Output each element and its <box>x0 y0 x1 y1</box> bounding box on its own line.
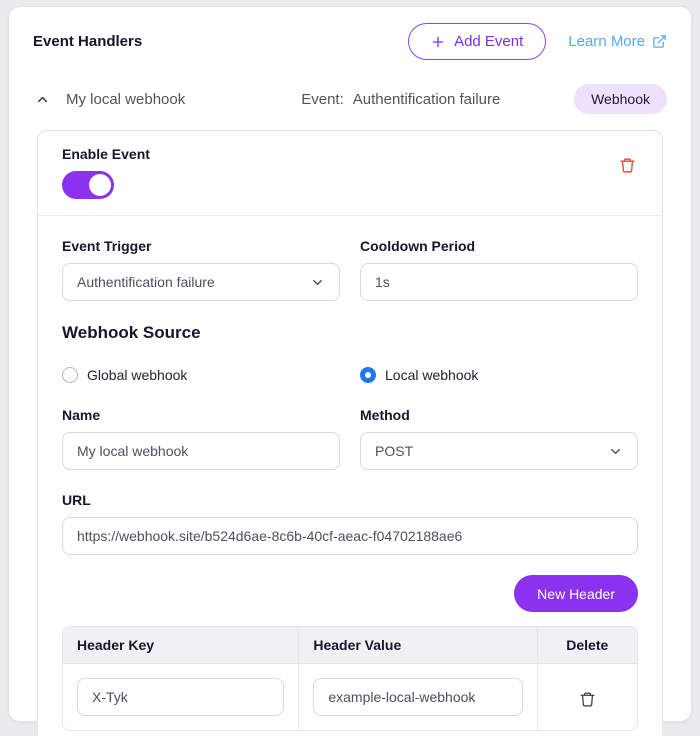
event-trigger-field <box>62 238 340 301</box>
event-trigger-select[interactable] <box>62 263 340 301</box>
event-trigger-value: Authentification failure <box>77 274 215 290</box>
header-value-cell <box>298 664 536 730</box>
chevron-down-icon <box>310 275 325 290</box>
panel-header <box>9 23 691 60</box>
column-header-value: Header Value <box>298 627 536 664</box>
delete-header-button[interactable] <box>577 688 598 714</box>
add-event-button[interactable] <box>408 23 546 60</box>
learn-more-link[interactable] <box>568 33 667 50</box>
handler-event <box>301 91 500 108</box>
external-link-icon <box>652 34 667 49</box>
header-value-input[interactable] <box>313 678 522 716</box>
url-label: URL <box>62 492 91 508</box>
enable-event-label: Enable Event <box>62 146 150 162</box>
method-value: POST <box>375 443 414 459</box>
handler-event-value: Authentification failure <box>352 90 501 108</box>
name-method-row <box>62 407 638 470</box>
url-field <box>62 492 638 555</box>
header-row <box>63 627 637 664</box>
handler-event-label: Event: <box>301 90 344 108</box>
collapse-toggle-button[interactable] <box>33 90 52 109</box>
chevron-down-icon <box>608 444 623 459</box>
new-header-row <box>62 575 638 612</box>
header-key-cell <box>63 664 298 730</box>
radio-global-label: Global webhook <box>87 367 188 383</box>
event-handler-card <box>37 130 663 736</box>
handler-name: My local webhook <box>66 90 186 108</box>
event-trigger-label: Event Trigger <box>62 238 152 254</box>
delete-event-button[interactable] <box>617 154 638 180</box>
webhook-source-heading: Webhook Source <box>62 323 201 342</box>
enable-event-group <box>62 146 150 199</box>
cooldown-input[interactable] <box>360 263 638 301</box>
enable-event-toggle[interactable] <box>62 171 114 199</box>
method-field <box>360 407 638 470</box>
radio-checked-icon <box>360 367 376 383</box>
header-delete-cell <box>537 664 637 730</box>
headers-table <box>62 626 638 731</box>
header-key-input[interactable] <box>77 678 284 716</box>
card-top-section <box>38 131 662 216</box>
radio-global-webhook[interactable] <box>62 367 340 383</box>
cooldown-field <box>360 238 638 301</box>
trigger-cooldown-row <box>62 238 638 301</box>
event-handlers-panel <box>8 6 692 722</box>
radio-local-webhook[interactable] <box>360 367 638 383</box>
column-header-key: Header Key <box>63 627 298 664</box>
headers-table-body <box>63 664 637 730</box>
toggle-knob <box>89 174 111 196</box>
add-event-label: Add Event <box>454 33 524 50</box>
handler-summary-row <box>9 82 691 116</box>
card-body <box>38 216 662 736</box>
url-input[interactable] <box>62 517 638 555</box>
new-header-button[interactable]: New Header <box>514 575 638 612</box>
learn-more-label: Learn More <box>568 33 645 50</box>
name-label: Name <box>62 407 101 423</box>
cooldown-label: Cooldown Period <box>360 238 476 254</box>
chevron-up-icon <box>35 92 50 107</box>
page-title: Event Handlers <box>33 33 143 50</box>
method-select[interactable] <box>360 432 638 470</box>
trash-icon <box>619 156 636 175</box>
plus-icon <box>431 35 445 49</box>
webhook-source-options <box>62 367 638 383</box>
radio-unchecked-icon <box>62 367 78 383</box>
name-input[interactable] <box>62 432 340 470</box>
trash-icon <box>579 690 596 709</box>
name-field <box>62 407 340 470</box>
radio-local-label: Local webhook <box>385 367 479 383</box>
column-header-delete: Delete <box>537 627 637 664</box>
headers-table-head <box>63 627 637 664</box>
handler-type-badge: Webhook <box>574 84 667 114</box>
header-actions <box>408 23 667 60</box>
table-row <box>63 664 637 730</box>
method-label: Method <box>360 407 410 423</box>
